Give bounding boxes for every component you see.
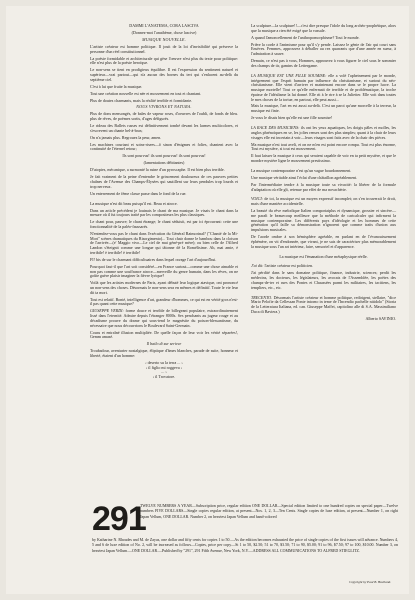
paragraph: TRECENTO. Désormais l'artiste créateur et homme politique, redirigent, stellaire, "dice Mario Pelofie da Cellessan Ponte intorno in teme de l'Incendio pachelle nitidolo" (Storia de la Letteratura Italiana, ed. can. Giuseppe Maffei, capitolino alle di S.A. Massimiliano Duca di Baviera.) [251, 294, 396, 314]
paragraph: FI! bis de sur le charmant difficultuaires dans lequel ravage l'art d'aujourd'hui. [90, 256, 217, 262]
paragraph: Dans un article précédent je louinais le chant de ma musique. Je visais le chant dans la mesure où il fut toujours traité par les compositeurs les plus classiques. [90, 207, 238, 218]
paragraph: Troubadour, aventurier nostalgique, éliptique d'âmes blanches, parade de suite, honneur et liberté, étaient d'un homme: [90, 348, 238, 358]
section-heading: LA RACE DES MUSICIENS: [251, 125, 300, 131]
paragraph: Une musique véritable ainsi l'éclat d'une châtaillon agréablement. [251, 174, 358, 180]
poem-title: DAMMI L'ANATEMA, CORA LASCIVA [129, 23, 199, 28]
paragraph: On n'a jamais plus. Regrouez la peur, amen. [90, 134, 162, 140]
paragraph: A quand l'amoncellement de l'anthropomorphisme? Tout le monde. [251, 34, 360, 40]
paragraph: La musique contemporaine n'est qu'un vague bourdonnement. [251, 167, 352, 173]
paragraph: Les machines courtant et soins-risees—ô sinon d'énigmes et folies, chantent avec la continuité de l'éternel retour; [90, 141, 238, 152]
paragraph: La sculpture—la sculpture!!—c'est dire presque l'idole du long archéo-prophétique, alors que la musique a rien été exigé que la vassale. [251, 23, 396, 33]
paragraph: La poésie formidable et architecturale qui gèse l'oeuvre n'est plus du texte pour politique: elle n'est plus de la poésie heroïque. [90, 55, 238, 66]
paragraph: J'ai dit: l'artiste créateur est politicien. [251, 263, 314, 269]
paragraph: L'artiste créateur est homme politique. Il jouit de la loi d'invisibilité qui préserve la personne d'un réel constitutionnel. [90, 43, 238, 54]
paragraph: Il bailo di sur serivce [146, 341, 182, 347]
printed-page [6, 6, 409, 594]
paragraph: Par l'intermédiaire tendre à la musique toute sa vivacité: la libérer de la formule d'adaptation où elle gît, retenue par effet de ma novachérie. [251, 181, 396, 192]
section-heading: J'ai dit: [251, 263, 264, 269]
paragraph: La musique n'est dit beau puisqu'il est. Beau et atroce. [90, 200, 178, 206]
subscription-notice-continued: by Katharine N. Rhoades and M. de Zayas, one dollar and fifty cents for copies 1 to 50.—As the edition becomes exhausted the price of single copies of the first issues will advance. Numbers 4, 5 and 6 de luxe edition of No. 2, will be increased as follows—Copies, price per copy—St 1 to 50, $2.50; 51 to 70, $3.50; 71 to 90, $5.00; 91 to 96, $7.50; 97 to 100, $10.00. Number 3, on heaviest Japan Vellum.—ONE DOLLAR.—Published by "291", 291 Fifth Avenue, New York, N.Y.—ADDRESS ALL COMMUNICATIONS TO ALFRED STIEGLITZ. [92, 537, 398, 553]
verse-line: ‹ il Trovatore. [152, 374, 176, 380]
paragraph: Prière la corde à l'animisme pour qu'il s'y pende. Laissez le génie de l'air qui court sans Ensèves. Femmes, approuvez à déballer au rez quarrants que d'une année en sueur, à l'admiration à sauve. [251, 41, 396, 57]
left-column [90, 24, 238, 380]
paragraph: N'entendez-vous pas le chant dans l'exécution du Général Raimorinal? ("Chanté de la Mi-Mort" scènes dramatiques du Risorgimento)... Tout chair donne le bambou dans la cloison de l'arrivée—(e' Maggio vivo—Le ciel de mai géné-pré mère); ou bien celle de l'Alfred Landon s'éteignit comme une longue qui tâtonne dé la Romélisime. Ah, mai amie, è terribile! è terribile! è terribile! [90, 230, 238, 255]
paragraph: Le rideau des Ballets russes est définitivement tombé devant les larmes multicolores, et s'escrevent un chante bel-à-bras; [90, 123, 238, 133]
signature: Alberto SAVINIO. [365, 315, 396, 321]
section-heading: NOUS VIVRONS ET NATURA. [136, 104, 192, 110]
paragraph: Voilà que les artistes modernes de Paris, ayant débuté leur logique atavique, ont prononcé un non-sens des choses. Désormais le non-sens sera en mêmes et définitif. Toute le vie leur dit ta mort. [90, 280, 238, 295]
paragraph: De l'aorde ombre à son hémisphère agréable, en parlant en de l'évanouissement éphémère, on vit d'endonnée, que vivant, je ne sais de caractériser plus mémorablement la musique sous l'un art intérieur, faire, sensoriel et d'apparence. [251, 234, 396, 249]
paragraph: J'ai pérdité dans le sans domaine politique, finance, industrie, sciences; perdit les médecins, les docteurs, les législateurs, les avocats de l'Assemblée, les poètes des champs-de-ter et rues des Pontes et Chaussées parmi les militaires, les tacitiens, les templiers, etc., etc. [251, 270, 396, 290]
paragraph: GIUSEPPE VERDI: forme douce et terrible de billegeant populaire, extraordinairement lissé dans l'eternité. Admire depuis l'étranger 8000s. Ses penchants au jugeur rouge et au décadisme prouve du drame qui sous-tend le magnésite du poison-blessantisme, du nécessaire que nous découvrions le Boulevard Saint-Germain. [90, 308, 238, 328]
section-heading: MUSIQUE NOUVELLE. [142, 36, 186, 42]
paragraph: Mais la musique, l'art en est aussi au-delà. C'est un paroi qu'une morcelle à la terreur, la musique est finie. [251, 103, 396, 114]
copyright-note: Copyright by Paul B. Haviland. [349, 580, 391, 584]
paragraph: LA RACE DES MUSICIENS: ils ont les yeux aquatiques, les doigts pâles et molles, les anglos phrénoïques en se, les jolies renses sont des plus simples; quant à la chair de leurs visages elle est incertain à voir—leurs visages sont faits avec de la chair des pièces. [251, 125, 396, 140]
paragraph: Tout est relatif. Bonté, intelligence d'art, grandeur d'hommes, ce qui est en vérité gros n'est-il pas quant cette musique? [90, 296, 238, 307]
section-heading: VOICI: [251, 196, 264, 202]
paragraph: La beauté du rêve melodique Italien comportaiplus et dynamique, grossier et sincère—me paraît le beauecoup meilleure que la méthode de cartcalculer qui infirment la musique contemporaine. Les différents pays d'idéologie et les hommes de cette génération qu'il faille sa démonstration n'ignorent que comme traits d'union aux impulsions musicales. [251, 208, 396, 233]
issue-number: 291 [92, 500, 146, 538]
paragraph: (lamentations débitantes) [143, 160, 185, 166]
section-heading: GIUSEPPE VERDI: [90, 308, 124, 314]
paragraph: Pourquoi faut-il que l'art soit considéré—en France surtout—comme une chose aimable et non pas comme une souffrance atroce—merveille du genre humain, dans les rêves, on ne goûte guère plaisir imaginer la fièvre lyrique? [90, 263, 238, 279]
paragraph: Le non-sens se tient en prodigieux équilibre. Il est l'expression du sentiment naturel et supérieur—vrai partout—qui n'a aucun des bornes du tert qui s'enlacent au-delà du septième ciel. [90, 67, 238, 82]
paragraph: C'est à lui que fruite la musique. [90, 83, 143, 89]
paragraph: LA MUSIQUE EST UNE FILLE SOUMISE: elle a volé l'apheinement par le monde, intégrement que l'esprit humain par influence du christianisme, et surtout du néo-christianisme. Elle vient d'arriver et maintenant encore dans se le propre lucre. La musique mortelle! Tout ce qu'elle enfermait de terrible et de problématique, la troche épaisse de l'idéalisme la lui donné. Elle rit à le rire à se la Julietter. Elle voit dans toutes le mes choses de la tortue, en partout, elle peut aussi... [251, 72, 396, 102]
verse-line: ... › [161, 369, 167, 375]
paragraph: La musique est l'émanation d'une métaphysique réelle. [279, 253, 368, 259]
paragraph: D'utopies, mécanique, a surmonté la ruine d'un pyroscaphe. Il est bien plus terrible. [90, 167, 225, 173]
right-column [251, 24, 396, 324]
paragraph: Il faut laisser la musique à ceux qui seraient capable de voir en ta petit mystère, et que le mondre mystère ligne le mouvement prestissimo. [251, 153, 396, 163]
poem-subtitle: (Donnez-moi l'anathème, chose lascive) [131, 29, 197, 35]
paragraph: Un enterrement de féme classe passe dans le fond de la rue. [90, 190, 187, 196]
verse-line: ‹ deserto su la terra ... › [145, 359, 183, 365]
section-heading: LA MUSIQUE EST UNE FILLE SOUMISE: [251, 72, 327, 78]
paragraph: Plus de dons mensongés, de bales de vapeur roses, d'oeuvres de l'oubli, de fonds de bleu. plus de rêves, de poèmes sortis, d'ages défigurés. [90, 111, 238, 122]
paragraph: Couru et entraîné illusion multipliée. De quelle façon de leur voir les vérité séparées!, Gemm amasé. [90, 329, 238, 340]
paragraph: Demain, ce n'est pas à vous, Hommes, approuvez à vous figurer le ciel sous le sommier des champs de tir, gamins de Lettergame. [251, 58, 396, 68]
verse-line: ‹ il figlio mi roggeva › [145, 364, 183, 370]
paragraph: Ils sont pourvus! ils sont pourvus! ils sont pourvus! [122, 153, 206, 159]
paragraph: Je vous le disais bien qu'elle est une fille soumise! [251, 115, 333, 121]
paragraph: Plus de doutes charmants, mais la réalité terrible et formidante. [90, 97, 193, 103]
section-heading: TRECENTO. [251, 294, 273, 300]
paragraph: VOICI: de toi, la musique est un moyen expressif incomplet; on s'en trouverait le droit, mais d'une manière accidentelle. [251, 196, 397, 207]
paragraph: Je fait vraiment de la peine d'entendre le grincement douloureux de ces pauvres petites chaînes de l'Avenue des Champs-Élysées qui sautillent sur leurs pendules trop lourds et trop nerveux. [90, 174, 238, 189]
paragraph: Tout une création nouvelle est née et mouvement en tout et chantant. [90, 90, 202, 96]
subscription-notice: TWELVE NUMBERS A YEAR—Subscription price, regular edition ONE DOLLAR—Special edition limited to one hundred copies on special paper—Twelve numbers FIVE DOLLARS—Single copies regular edition, at present—Nos. 1, 2, 3—Ten Cents. Single copies de luxe edition, at present—Number 1, on right Japan Vellum, ONE DOLLAR. Number 2, on heaviest Japan Vellum and hand-colored [140, 503, 398, 519]
paragraph: Le chant pour, pauvre; le chant étrange; le chant séduisit, est par ici éprouvant: cette une fonctionnalité de la paléo-faussarés. [90, 219, 238, 229]
paragraph: Ma musique n'est tout aveli, et on ne m'en est point encore rompu. Tout est plus énorme, Tout est mystère, si tout est mouvement. [251, 141, 396, 152]
